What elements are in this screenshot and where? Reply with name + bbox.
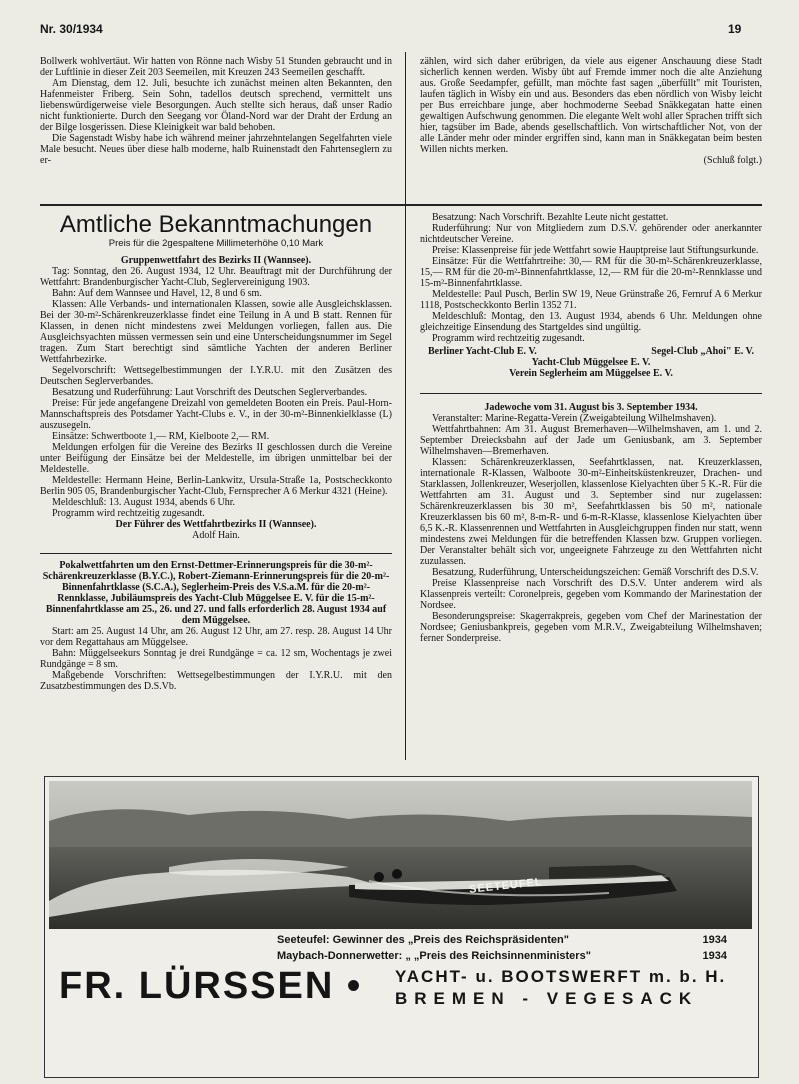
- boat-name: SEETEUFEL: [468, 876, 544, 896]
- pokal-heading: Pokalwettfahrten um den Ernst-Dettmer-Erinnerungspreis für die 30-m²-Schärenkreuzerklasse (B.Y.C.), Robert-Ziemann-Erinnerungspreis für die 20-m²-Binnenfahrtklasse (S.C.A.), Seglerheim-Preis des V.S.a.M. für die 20-m²-Rennklasse, Jubiläumspreis des Yacht-Club Müggelsee E. V. für die 15-m²-Binnenfahrtklasse am 25., 26. und 27. und falls erforderlich 28. August 1934 auf dem Müggelsee.: [42, 560, 390, 626]
- notice-paragraph: Einsätze: Für die Wettfahrtreihe: 30,— RM für die 30-m²-Schärenkreuzerklasse, 15,— RM für die 20-m²-Binnenfahrtklasse, 12,— RM für die 20-m²-Rennklasse und 15-m²-Binnenfahrtklasse.: [420, 256, 762, 289]
- notice-paragraph: Preise: Für jede angefangene Dreizahl von gemeldeten Booten ein Preis. Paul-Horn-Mannschaftspreis des Potsdamer Yacht-Clubs e. V., in der 30-m²-Binnenkielklasse (L) auszusegeln.: [40, 398, 392, 431]
- shipyard-advertisement: [44, 776, 759, 1078]
- section-divider: [40, 204, 762, 206]
- notice-paragraph: Einsätze: Schwertboote 1,— RM, Kielboote 2,— RM.: [52, 431, 270, 442]
- article-paragraph: zählen, wird sich daher erübrigen, da viele aus eigener Anschauung diese Stadt sicherlich kennen werden. Wisby übt auf Fremde immer noch die alte Anziehung aus. Große Seedampfer, gefüllt, man möchte fast sagen „überfüllt" mit Touristen, laufen täglich in Wisby ein und aus. Besonders das eben nördlich von Wisby leicht per Bus erreichbare junge, aber hochmoderne Seebad Snäkkegatan hatte einen gewaltigen Aufschwung genommen. Die elegante Welt wohl aller Sprachen trifft sich hier, tagsüber im Bade, abends gesellschaftlich. Von wirtschaftlicher Not, von der alle Länder mehr oder minder ergriffen sind, kann man in Snäkkegatan beim besten Willen nichts merken.: [420, 56, 762, 155]
- column-rule: [405, 52, 406, 760]
- article-continuation-right: [420, 56, 762, 166]
- award-text: Seeteufel: Gewinner des „Preis des Reichspräsidenten": [277, 934, 569, 946]
- award-year: 1934: [702, 934, 727, 946]
- notice-paragraph: Segelvorschrift: Wettsegelbestimmungen der I.Y.R.U. mit den Zusätzen des Deutschen Seglerverbandes.: [40, 365, 392, 387]
- club-signature: Berliner Yacht-Club E. V.: [428, 346, 537, 357]
- article-paragraph: Bollwerk wohlvertäut. Wir hatten von Rönne nach Wisby 51 Stunden gebraucht und in der Luftlinie in dieser Zeit 203 Seemeilen, mit Kreuzen 243 Seemeilen geschafft.: [40, 56, 392, 78]
- club-signature: Yacht-Club Müggelsee E. V.: [531, 357, 651, 368]
- notice-paragraph: Meldungen erfolgen für die Vereine des Bezirks II geschlossen durch die Vereine unter Beifügung der Einsätze bei der Meldestelle, im übrigen unmittelbar bei der Meldestelle.: [40, 442, 392, 475]
- notice-paragraph: Bahn: Auf dem Wannsee und Havel, 12, 8 und 6 sm.: [52, 288, 262, 299]
- notices-right-column: [420, 212, 762, 644]
- notice-paragraph: Besatzung: Nach Vorschrift. Bezahlte Leute nicht gestattet.: [432, 212, 669, 223]
- notice-paragraph: Programm wird rechtzeitig zugesandt.: [52, 508, 205, 519]
- issue-number: Nr. 30/1934: [40, 22, 103, 36]
- award-line-2: [277, 951, 727, 962]
- notice-paragraph: Meldeschluß: 13. August 1934, abends 6 Uhr.: [52, 497, 236, 508]
- shipyard-brand-name: FR. LÜRSSEN •: [59, 965, 363, 1007]
- notice-signature-name: Adolf Hain.: [192, 530, 240, 541]
- notice-paragraph: Preise Klassenpreise nach Vorschrift des D.S.V. Unter anderem wird als Klassenpreis verteilt: Coronelpreis, gegeben vom Kommando der Marinestation der Nordsee.: [420, 578, 762, 611]
- notice-paragraph: Klassen: Alle Verbands- und internationalen Klassen, sowie alle Ausgleichsklassen. Bei der 30-m²-Schärenkreuzerklasse findet eine Teilung in A und B statt. Rennen für Klassen, in denen nicht mindestens zwei Meldungen vorliegen, fallen aus. Die Ausgleichsyachten müssen vermessen sein und eine Unterscheidungsnummer im Segel tragen. Zum Start berechtigt sind sämtliche Yachten der anderen Berliner Wettfahrbezirke.: [40, 299, 392, 365]
- notice-paragraph: Veranstalter: Marine-Regatta-Verein (Zweigabteilung Wilhelmshaven).: [432, 413, 717, 424]
- notice-heading: Gruppenwettfahrt des Bezirks II (Wannsee).: [120, 255, 312, 266]
- article-paragraph: Am Dienstag, dem 12. Juli, besuchte ich zunächst meinen alten Bekannten, den Hafenmeister Friberg. Sein Sohn, tadellos deutsch sprechend, vermittelt uns liebenswürdigerweise viele Besorgungen. Auch stellte sich heraus, daß unser Radio nicht funktionierte. Durch den Seegang vor Öland-Nord war der Draht der Erdung an der Bilge losgerissen. Diese Kleinigkeit war bald behoben.: [40, 78, 392, 133]
- notice-paragraph: Preise: Klassenpreise für jede Wettfahrt sowie Hauptpreise laut Stiftungsurkunde.: [432, 245, 759, 256]
- shipyard-type: YACHT- u. BOOTSWERFT m. b. H.: [395, 967, 727, 986]
- notice-paragraph: Besatzung, Ruderführung, Unterscheidungszeichen: Gemäß Vorschrift des D.S.V.: [432, 567, 759, 578]
- shipyard-location: BREMEN - VEGESACK: [395, 989, 699, 1008]
- notice-paragraph: Meldestelle: Hermann Heine, Berlin-Lankwitz, Ursula-Straße 1a, Postscheckkonto Berlin 905 05, Brandenburgischer Yacht-Club, Fernsprecher A 6 Merkur 4321 (Heine).: [40, 475, 392, 497]
- notice-paragraph: Start: am 25. August 14 Uhr, am 26. August 12 Uhr, am 27. resp. 28. August 14 Uhr vor dem Regattahaus am Müggelsee.: [40, 626, 392, 648]
- notice-paragraph: Ruderführung: Nur von Mitgliedern zum D.S.V. gehörender oder anerkannter nichtdeutscher Vereine.: [420, 223, 762, 245]
- award-year: 1934: [702, 950, 727, 962]
- notice-paragraph: Tag: Sonntag, den 26. August 1934, 12 Uhr. Beauftragt mit der Durchführung der Wettfahrt: Brandenburgischer Yacht-Club, Seglervereinigung 1903.: [40, 266, 392, 288]
- notice-paragraph: Klassen: Schärenkreuzerklassen, Seefahrtklassen, nat. Kreuzerklassen, internationale R-Klassen, Walboote 30-m²-Einheitsküstenkreuzer, Drachen- und Starklassen, Jollenkreuzer, Weserjollen, klassenlose Kielyachten über 5 K.-R. Für die Wettfahrten am 31. August und 3. September sind nur zugelassen: Schärenkreuzerklassen bis 30 m², Seefahrtklassen bis 50 m², nationale Kreuzerklassen bis 60 m², 8-m-R- und 6-m-R-Klasse, klassenlose Kielyachten über 6,5 K.-R. Klassenrennen und Wettfahrten in Ausgleichgruppen finden nur statt, wenn mindestens zwei Meldungen für die betreffenden Klassen bzw. Gruppen vorliegen. Der Veranstalter behält sich vor, ungeeignete Fahrzeuge zu den Wettfahrten nicht zuzulassen.: [420, 457, 762, 567]
- notice-paragraph: Besatzung und Ruderführung: Laut Vorschrift des Deutschen Seglerverbandes.: [52, 387, 368, 398]
- article-continuation-left: [40, 56, 392, 166]
- motorboat-photo-image: [49, 781, 752, 929]
- award-text: Maybach-Donnerwetter: „ „Preis des Reichsinnenministers": [277, 950, 591, 962]
- notice-paragraph: Bahn: Müggelseekurs Sonntag je drei Rundgänge = ca. 12 sm, Wochentags je zwei Rundgänge = 8 sm.: [40, 648, 392, 670]
- club-signature: Verein Seglerheim am Müggelsee E. V.: [509, 368, 673, 379]
- notice-paragraph: Maßgebende Vorschriften: Wettsegelbestimmungen der I.Y.R.U. mit den Zusatzbestimmungen des D.S.Vb.: [40, 670, 392, 692]
- notices-title: Amtliche Bekanntmachungen: [59, 211, 373, 238]
- notice-signature: Der Führer des Wettfahrtbezirks II (Wannsee).: [115, 519, 317, 530]
- notice-paragraph: Besonderungspreise: Skagerrakpreis, gegeben vom Chef der Marinestation der Nordsee; Geniusbankpreis, gegeben vom M.R.V., Zweigabteilung Wilhelmshaven; ferner Sonderpreise.: [420, 611, 762, 644]
- notice-paragraph: Meldestelle: Paul Pusch, Berlin SW 19, Neue Grünstraße 26, Fernruf A 6 Merkur 1118, Postscheckkonto Berlin 1352 71.: [420, 289, 762, 311]
- motorboat-photo: [49, 781, 752, 929]
- jade-heading: Jadewoche vom 31. August bis 3. September 1934.: [484, 402, 698, 413]
- club-signature: Segel-Club „Ahoi" E. V.: [651, 346, 754, 357]
- notice-paragraph: Wettfahrtbahnen: Am 31. August Bremerhaven—Wilhelmshaven, am 1. und 2. September Dreiecksbahn auf der Jade um Geniusbank, am 3. September Wilhelmshaven—Bremerhaven.: [420, 424, 762, 457]
- notice-paragraph: Programm wird rechtzeitig zugesandt.: [432, 333, 585, 344]
- page-number: 19: [728, 22, 742, 36]
- award-line-1: [277, 935, 727, 946]
- club-signatures-row: [420, 346, 762, 357]
- article-paragraph: Die Sagenstadt Wisby habe ich während meiner jahrzehntelangen Segelfahrten viele Male besucht. Neues über diese halb moderne, halb Ruinenstadt den Fahrtenseglern zu er-: [40, 133, 392, 166]
- notice-paragraph: Meldeschluß: Montag, den 13. August 1934, abends 6 Uhr. Meldungen ohne gleichzeitige Einsendung des Startgeldes sind ungültig.: [420, 311, 762, 333]
- article-continued-note: (Schluß folgt.): [703, 155, 762, 166]
- notices-subtitle: Preis für die 2gespaltene Millimeterhöhe 0,10 Mark: [108, 238, 324, 249]
- notices-left-column: [40, 212, 392, 692]
